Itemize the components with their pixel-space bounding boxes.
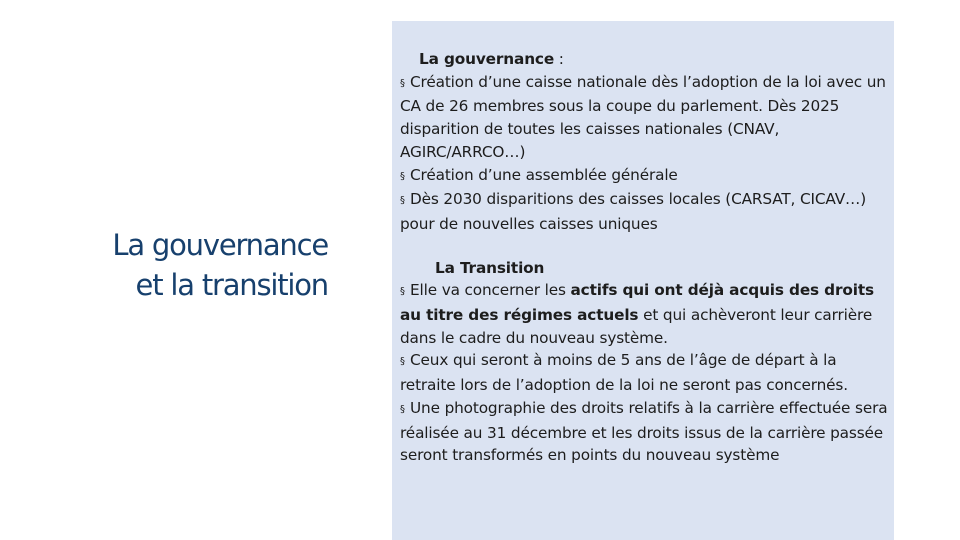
transition-heading-text: La Transition <box>435 258 545 277</box>
bullet-icon: § <box>400 356 405 368</box>
transition-item-1-emphasis: actifs qui ont déjà acquis des droits au titre des régimes actuels <box>400 281 874 325</box>
governance-item-2 <box>400 164 890 189</box>
transition-item-1-pre: Elle va concerner les <box>410 281 571 300</box>
governance-item-1 <box>400 71 890 164</box>
governance-item-1-text: Création d’une caisse nationale dès l’adoption de la loi avec un CA de 26 membres sous la coupe du parlement. Dès 2025 disparition de toutes les caisses nationales (CNAV, AGIRC/ARRCO…) <box>400 72 886 161</box>
bullet-icon: § <box>400 170 405 182</box>
slide-title-line-1: La gouvernance <box>112 228 328 262</box>
governance-item-3 <box>400 188 890 235</box>
transition-item-1-post: et qui achèveront leur carrière dans le cadre du nouveau système. <box>400 306 873 347</box>
governance-heading <box>400 48 890 71</box>
governance-heading-suffix: : <box>554 50 564 68</box>
transition-item-2-text: Ceux qui seront à moins de 5 ans de l’âge de départ à la retraite lors de l’adoption de la loi ne seront pas concernés. <box>400 351 848 395</box>
transition-heading <box>400 257 890 280</box>
bullet-icon: § <box>400 286 405 298</box>
governance-section <box>400 48 890 236</box>
content-panel <box>392 21 894 540</box>
transition-item-2 <box>400 349 890 396</box>
slide-title-line-2: et la transition <box>135 268 328 302</box>
slide-title <box>60 225 328 305</box>
governance-heading-text: La gouvernance <box>419 50 555 68</box>
transition-section <box>400 257 890 467</box>
transition-item-1 <box>400 279 890 349</box>
governance-item-3-text: Dès 2030 disparitions des caisses locales (CARSAT, CICAV…) pour de nouvelles caisses uniques <box>400 190 867 233</box>
bullet-icon: § <box>400 195 405 207</box>
transition-item-3 <box>400 397 890 467</box>
bullet-icon: § <box>400 403 405 415</box>
bullet-icon: § <box>400 77 405 89</box>
transition-item-3-text: Une photographie des droits relatifs à la carrière effectuée sera réalisée au 31 décembre et les droits issus de la carrière passée seront transformés en points du nouveau système <box>400 398 888 465</box>
governance-item-2-text: Création d’une assemblée générale <box>410 165 678 184</box>
